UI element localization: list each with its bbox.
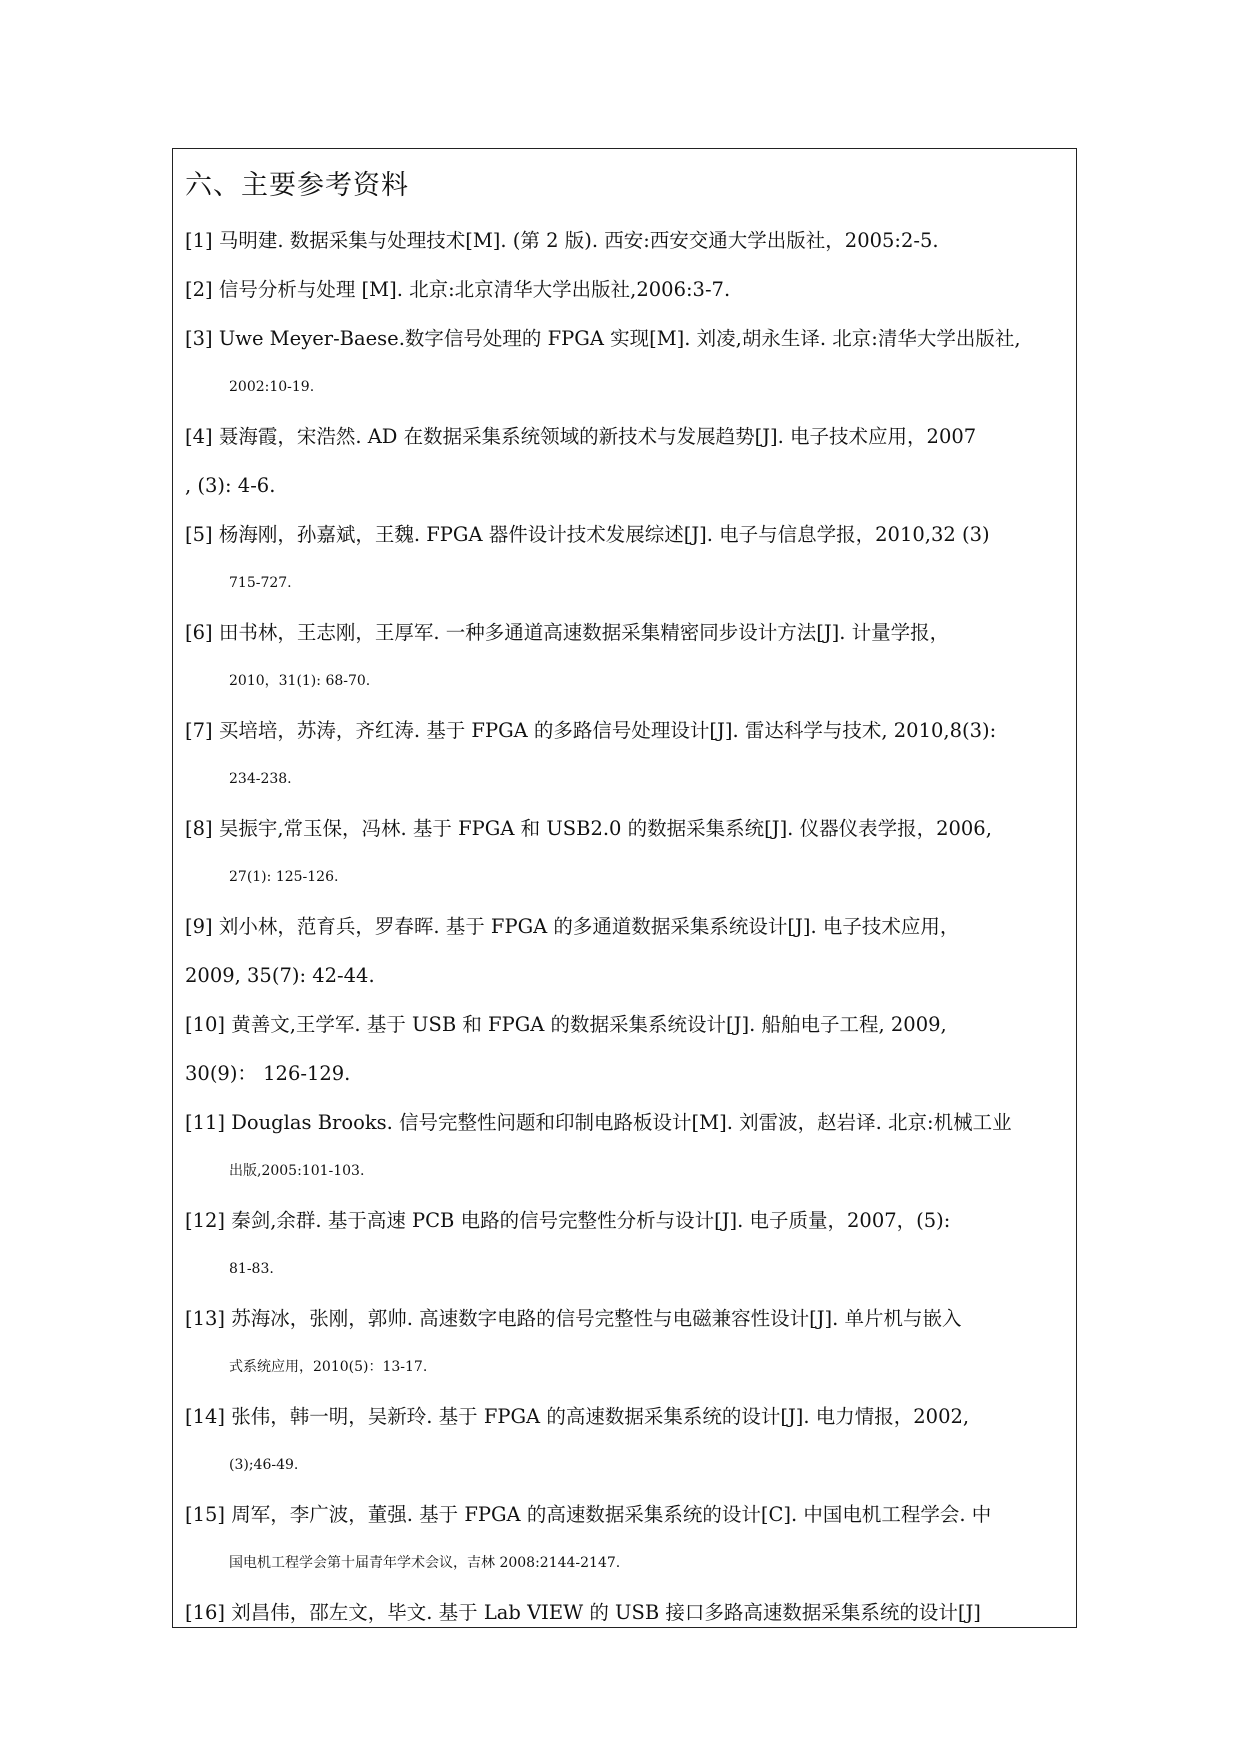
reference-line: [15] 周军，李广波，董强. 基于 FPGA 的高速数据采集系统的设计[C]. 中国电机工程学会. 中	[185, 1503, 992, 1526]
reference-item	[185, 412, 1073, 510]
reference-line: [12] 秦剑,余群. 基于高速 PCB 电路的信号完整性分析与设计[J]. 电子质量，2007，(5):	[185, 1209, 951, 1232]
reference-continuation-line: 715-727.	[229, 575, 292, 591]
reference-item	[185, 1098, 1073, 1196]
reference-item	[185, 1294, 1073, 1392]
reference-item	[185, 608, 1073, 706]
reference-continuation-line: 2009, 35(7): 42-44.	[185, 964, 375, 987]
reference-line: [13] 苏海冰，张刚，郭帅. 高速数字电路的信号完整性与电磁兼容性设计[J]. 单片机与嵌入	[185, 1307, 962, 1330]
reference-item	[185, 1196, 1073, 1294]
reference-table-frame	[172, 148, 1077, 1628]
reference-continuation-line: 27(1): 125-126.	[229, 869, 339, 885]
reference-line: [4] 聂海霞，宋浩然. AD 在数据采集系统领域的新技术与发展趋势[J]. 电子技术应用，2007	[185, 425, 977, 448]
reference-item	[185, 1392, 1073, 1490]
reference-continuation-line: 234-238.	[229, 771, 292, 787]
reference-line: [2] 信号分析与处理 [M]. 北京:北京清华大学出版社,2006:3-7.	[185, 278, 731, 301]
reference-line: [5] 杨海刚，孙嘉斌，王魏. FPGA 器件设计技术发展综述[J]. 电子与信息学报，2010,32 (3)	[185, 523, 990, 546]
reference-item	[185, 804, 1073, 902]
reference-continuation-line: 81-83.	[229, 1261, 274, 1277]
section-title: 六、主要参考资料	[185, 170, 409, 201]
reference-item	[185, 216, 1073, 265]
reference-continuation-line: 出版,2005:101-103.	[229, 1163, 365, 1179]
reference-item	[185, 510, 1073, 608]
reference-continuation-line: , (3): 4-6.	[185, 474, 276, 497]
reference-continuation-line: 30(9)： 126-129.	[185, 1062, 351, 1085]
reference-line: [3] Uwe Meyer-Baese.数字信号处理的 FPGA 实现[M]. 刘凌,胡永生译. 北京:清华大学出版社,	[185, 327, 1021, 350]
reference-item	[185, 902, 1073, 1000]
reference-line: [8] 吴振宇,常玉保，冯林. 基于 FPGA 和 USB2.0 的数据采集系统[J]. 仪器仪表学报，2006,	[185, 817, 992, 840]
reference-item	[185, 314, 1073, 412]
reference-continuation-line: 2002:10-19.	[229, 379, 315, 395]
reference-continuation-line: (3);46-49.	[229, 1457, 299, 1473]
reference-continuation-line: 2010，31(1): 68-70.	[229, 673, 371, 689]
reference-item	[185, 265, 1073, 314]
reference-list	[185, 216, 1073, 1628]
reference-line: [6] 田书林，王志刚，王厚军. 一种多通道高速数据采集精密同步设计方法[J]. 计量学报，	[185, 621, 950, 644]
reference-continuation-line: 国电机工程学会第十届青年学术会议，吉林 2008:2144-2147.	[229, 1555, 621, 1571]
reference-item	[185, 1588, 1073, 1628]
reference-line: [7] 买培培，苏涛，齐红涛. 基于 FPGA 的多路信号处理设计[J]. 雷达科学与技术, 2010,8(3):	[185, 719, 997, 742]
reference-line: [10] 黄善文,王学军. 基于 USB 和 FPGA 的数据采集系统设计[J]. 船舶电子工程, 2009,	[185, 1013, 947, 1036]
reference-item	[185, 1490, 1073, 1588]
reference-line: [16] 刘昌伟，邵左文，毕文. 基于 Lab VIEW 的 USB 接口多路高速数据采集系统的设计[J]	[185, 1601, 981, 1624]
reference-item	[185, 1000, 1073, 1098]
reference-continuation-line: 式系统应用，2010(5)：13-17.	[229, 1359, 428, 1375]
reference-line: [11] Douglas Brooks. 信号完整性问题和印制电路板设计[M]. 刘雷波，赵岩译. 北京:机械工业	[185, 1111, 1012, 1134]
reference-line: [9] 刘小林，范育兵，罗春晖. 基于 FPGA 的多通道数据采集系统设计[J]. 电子技术应用，	[185, 915, 960, 938]
reference-item	[185, 706, 1073, 804]
reference-line: [1] 马明建. 数据采集与处理技术[M]. (第 2 版). 西安:西安交通大学出版社，2005:2-5.	[185, 229, 939, 252]
reference-line: [14] 张伟，韩一明，吴新玲. 基于 FPGA 的高速数据采集系统的设计[J]. 电力情报，2002,	[185, 1405, 970, 1428]
